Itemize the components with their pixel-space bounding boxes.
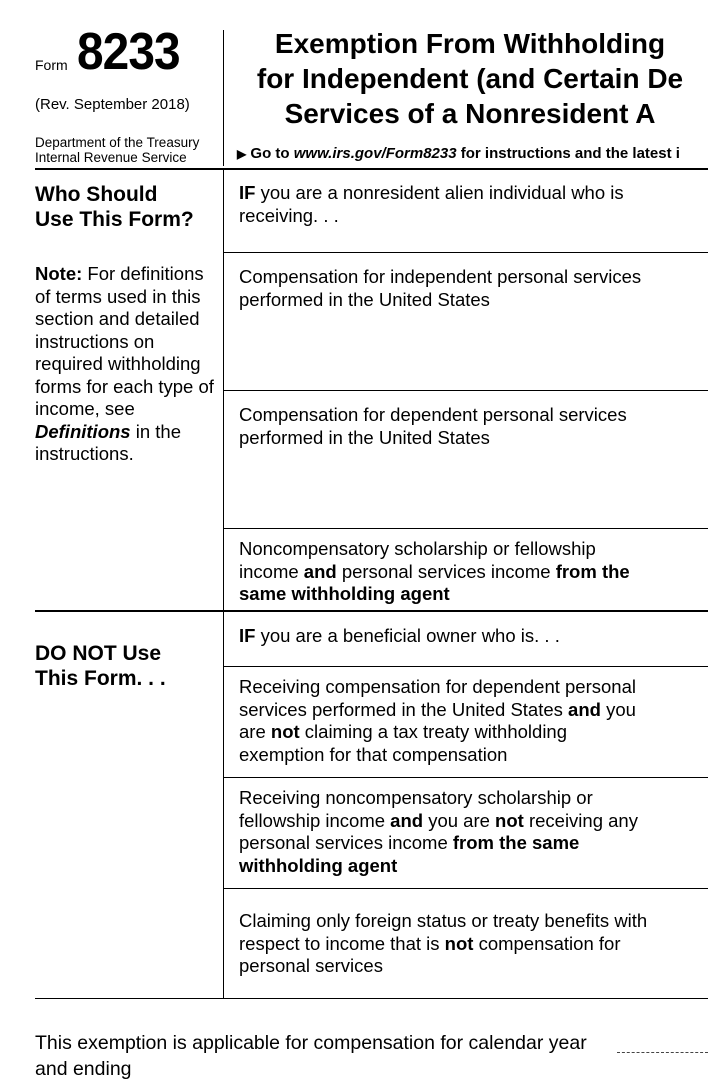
- column-divider: [223, 169, 224, 998]
- department-line-1: Department of the Treasury: [35, 135, 200, 150]
- table-bottom-rule: [35, 998, 708, 999]
- row-divider: [224, 666, 708, 667]
- dont-row-scholarship: Receiving noncompensatory scholarship or fellowship income and you are not receiving any personal services income from the same withholding agent: [239, 787, 638, 876]
- revision-date: (Rev. September 2018): [35, 96, 190, 113]
- who-row-scholarship: Noncompensatory scholarship or fellowship income and personal services income from the same withholding agent: [239, 538, 630, 604]
- title-line-1: Exemption From Withholding: [274, 28, 666, 59]
- row-divider: [224, 777, 708, 778]
- title-line-3: Services of a Nonresident A: [284, 98, 656, 129]
- who-row-if: IF you are a nonresident alien individual who is receiving. . .: [239, 182, 624, 226]
- who-should-heading: Who Should Use This Form?: [35, 183, 194, 231]
- row-divider: [224, 888, 708, 889]
- definitions-note: Note: For definitions of terms used in this section and detailed instructions on required withholding forms for each type of income, see Definitions in the instructions.: [35, 263, 214, 464]
- form-number: 8233: [77, 23, 180, 81]
- department: [35, 135, 199, 165]
- note-label: Note:: [35, 263, 83, 284]
- header-divider: [223, 30, 224, 166]
- section-rule: [35, 610, 708, 612]
- exemption-period-text: This exemption is applicable for compensation for calendar year and ending: [35, 1032, 587, 1080]
- form-title: [232, 26, 708, 131]
- form-label: Form: [35, 57, 68, 73]
- goto-prefix: Go to: [250, 145, 290, 162]
- dont-row-foreign-status: Claiming only foreign status or treaty benefits with respect to income that is not compensation for personal services: [239, 910, 648, 976]
- do-not-use-heading: DO NOT Use This Form. . .: [35, 642, 166, 690]
- who-row-independent: Compensation for independent personal services performed in the United States: [239, 266, 642, 310]
- department-line-2: Internal Revenue Service: [35, 150, 187, 165]
- header-rule: [35, 168, 708, 170]
- irs-url-link[interactable]: www.irs.gov/Form8233: [293, 145, 457, 162]
- instructions-link-line: [237, 145, 680, 162]
- goto-suffix: for instructions and the latest i: [460, 145, 680, 162]
- dont-row-if: IF you are a beneficial owner who is. . .: [239, 625, 560, 646]
- who-row-dependent: Compensation for dependent personal services performed in the United States: [239, 404, 627, 448]
- row-divider: [224, 528, 708, 529]
- dont-row-dependent: Receiving compensation for dependent personal services performed in the United States and you are not claiming a tax treaty withholding exemption for that compensation: [239, 676, 636, 765]
- arrow-right-icon: ▶: [237, 147, 247, 161]
- row-divider: [224, 252, 708, 253]
- title-line-2: for Independent (and Certain De: [256, 63, 684, 94]
- definitions-term: Definitions: [35, 420, 131, 442]
- calendar-year-field[interactable]: [617, 1052, 708, 1053]
- row-divider: [224, 390, 708, 391]
